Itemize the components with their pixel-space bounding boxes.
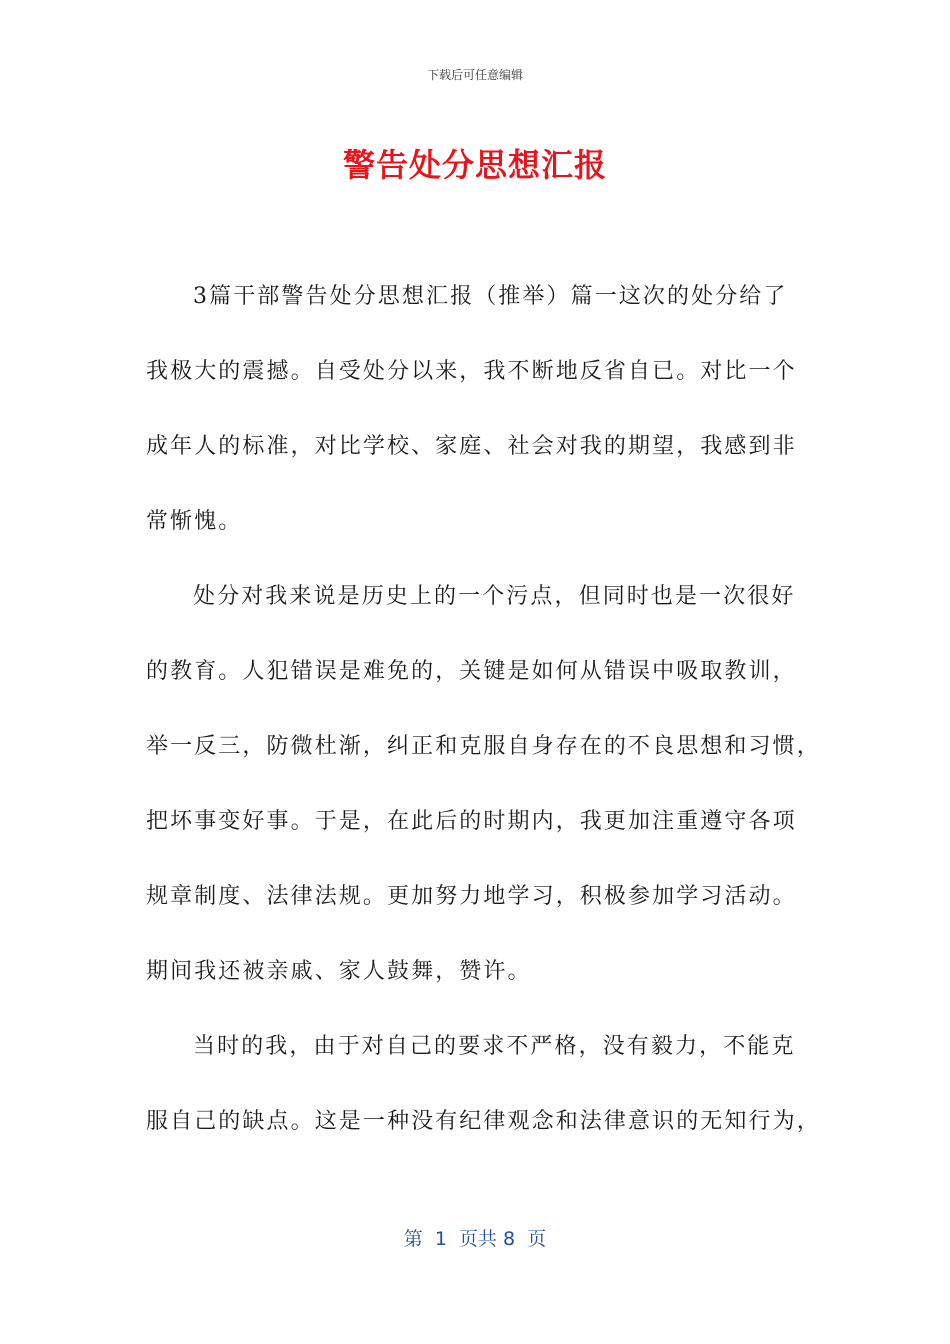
body-line: 期间我还被亲戚、家人鼓舞，赞许。 xyxy=(146,959,532,984)
body-line: 举一反三，防微杜渐，纠正和克服自身存在的不良思想和习惯， xyxy=(146,734,821,759)
header-note: 下载后可任意编辑 xyxy=(426,68,523,82)
document-body xyxy=(146,272,821,1172)
body-line: 规章制度、法律法规。更加努力地学习，积极参加学习活动。 xyxy=(146,884,797,909)
body-line: 处分对我来说是历史上的一个污点，但同时也是一次很好 xyxy=(193,584,796,609)
body-line: 我极大的震撼。自受处分以来，我不断地反省自已。对比一个 xyxy=(146,359,797,384)
document-title: 警告处分思想汇报 xyxy=(342,146,607,184)
page-footer: 第 1 页共 8 页 xyxy=(403,1228,547,1250)
body-line: 3篇干部警告处分思想汇报（推举）篇一这次的处分给了 xyxy=(193,284,788,309)
body-line: 把坏事变好事。于是，在此后的时期内，我更加注重遵守各项 xyxy=(146,809,797,834)
body-line: 的教育。人犯错误是难免的，关键是如何从错误中吸取教训， xyxy=(146,659,797,684)
body-line: 当时的我，由于对自己的要求不严格，没有毅力，不能克 xyxy=(193,1034,796,1059)
body-line: 常惭愧。 xyxy=(146,509,243,534)
body-line: 成年人的标准，对比学校、家庭、社会对我的期望，我感到非 xyxy=(146,434,797,459)
body-line: 服自己的缺点。这是一种没有纪律观念和法律意识的无知行为， xyxy=(146,1109,821,1134)
